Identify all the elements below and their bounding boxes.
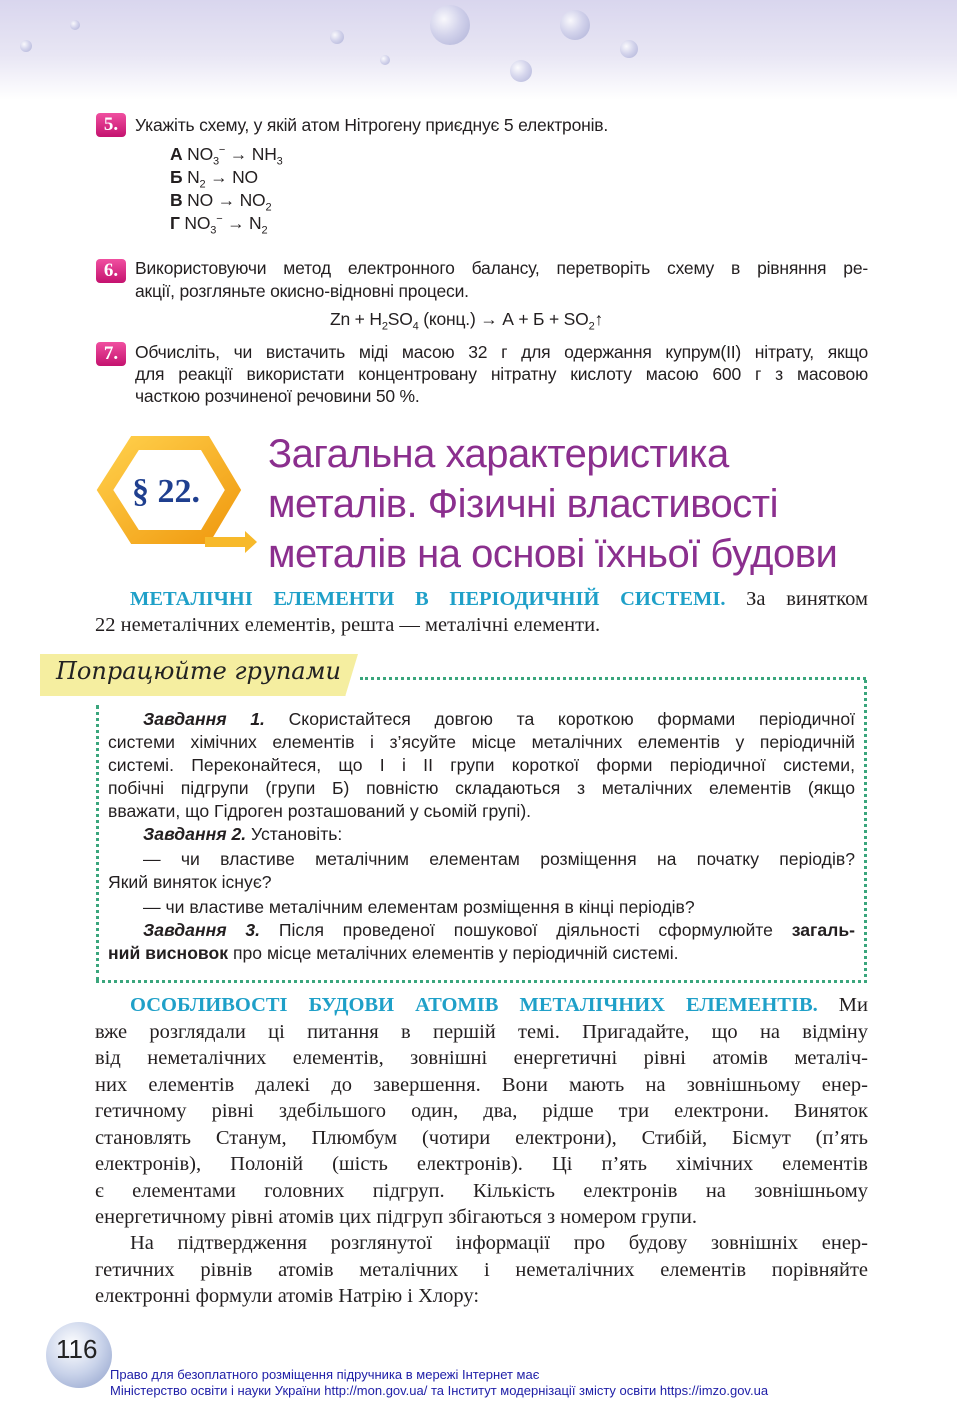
exercise-text: Обчисліть, чи вистачить міді масою 32 г для одержання купрум(ІІ) нітрату, якщо — [135, 342, 868, 362]
exercise-text: Укажіть схему, у якій атом Нітрогену приєднує 5 електронів. — [135, 115, 609, 135]
footer-line: Міністерство освіти і науки України http://mon.gov.ua/ та Інститут модернізації змісту освіти https://imzo.gov.ua — [110, 1383, 769, 1398]
section-number: § 22. — [132, 473, 200, 510]
bubble — [560, 10, 590, 40]
body-line: енергетичному рівні атомів цих підгруп збігаються з номером групи. — [95, 1206, 697, 1228]
task-line: Завдання 1. Скористайтеся довгою та короткою формами періодичної — [143, 709, 855, 729]
intro-line: МЕТАЛІЧНІ ЕЛЕМЕНТИ В ПЕРІОДИЧНІЙ СИСТЕМІ. За винятком — [130, 588, 868, 610]
bubble — [20, 40, 32, 52]
reaction-equation: $Zn + H_2SO_4$ (конц.) → $А + Б + SO_2↑$ — [330, 309, 604, 333]
exercise-badge: 5. — [96, 113, 126, 137]
body-line: ОСОБЛИВОСТІ БУДОВИ АТОМІВ МЕТАЛІЧНИХ ЕЛЕМЕНТІВ. Ми — [130, 994, 868, 1016]
option-v: В NO → $NO_2$ — [170, 190, 272, 214]
body-line: вже розглядали ці питання в першій темі. Пригадайте, що на відміну — [95, 1021, 868, 1043]
task-line: системи хімічних елементів і з’ясуйте місце металічних елементів у періодичній — [108, 732, 855, 752]
bubble — [510, 60, 532, 82]
body-line: гетичному рівні здебільшого один, два, рідше три електрони. Виняток — [95, 1100, 868, 1122]
exercise-badge: 7. — [96, 342, 126, 366]
task-line: Завдання 2. Установіть: — [143, 824, 343, 844]
option-a: А $NO_3^- \to NH_3$ — [170, 144, 283, 168]
task-line: ний висновок про місце металічних елементів у періодичній системі. — [108, 943, 679, 963]
task-line: Який виняток існує? — [108, 872, 272, 892]
header-decoration — [0, 0, 957, 100]
page-number: 116 — [56, 1334, 98, 1364]
subsection-heading: ОСОБЛИВОСТІ БУДОВИ АТОМІВ МЕТАЛІЧНИХ ЕЛЕМЕНТІВ. — [130, 994, 818, 1016]
bubble — [330, 30, 344, 44]
exercise-text: часткою розчиненої речовини 50 %. — [135, 386, 420, 406]
task-line: — чи властиве металічним елементам розміщення на початку періодів? — [143, 849, 855, 869]
group-work-label: Попрацюйте групами — [56, 657, 341, 685]
body-line: електронів), Полоній (шість електронів). Ці п’ять хімічних елементів — [95, 1153, 868, 1175]
exercise-badge: 6. — [96, 259, 126, 283]
task-line: — чи властиве металічним елементам розміщення в кінці періодів? — [143, 897, 695, 917]
body-line: становлять Станум, Плюмбум (чотири електрони), Стибій, Бісмут (п’ять — [95, 1127, 868, 1149]
body-line: від неметалічних елементів, зовнішні енергетичні рівні атомів металіч- — [95, 1047, 868, 1069]
bubble — [380, 55, 390, 65]
body-line: них елементів далекі до завершення. Вони мають на зовнішньому енер- — [95, 1074, 868, 1096]
body-line: електронні формули атомів Натрію і Хлору: — [95, 1285, 480, 1307]
intro-line: 22 неметалічних елементів, решта — металічні елементи. — [95, 614, 601, 636]
task-line: вважати, що Гідроген розташований у сьомій групі). — [108, 801, 532, 821]
option-g: Г $NO_3^- \to N_2$ — [170, 213, 268, 237]
exercise-text: для реакції використати концентровану нітратну кислоту масою 600 г з масовою — [135, 364, 868, 384]
body-line: є елементами головних підгруп. Кількість електронів на зовнішньому — [95, 1180, 868, 1202]
bubble — [620, 40, 638, 58]
body-line: На підтвердження розглянутої інформації про будову зовнішніх енер- — [130, 1232, 868, 1254]
exercise-text: акції, розгляньте окисно-відновні процеси. — [135, 281, 469, 301]
option-b: Б $N_2$ → NO — [170, 167, 258, 191]
subsection-heading: МЕТАЛІЧНІ ЕЛЕМЕНТИ В ПЕРІОДИЧНІЙ СИСТЕМІ. — [130, 588, 726, 610]
exercise-text: Використовуючи метод електронного балансу, перетворіть схему в рівняння ре- — [135, 258, 868, 278]
footer-line: Право для безоплатного розміщення підручника в мережі Інтернет має — [110, 1367, 540, 1382]
body-line: гетичних рівнів атомів металічних і неметалічних елементів порівняйте — [95, 1259, 868, 1281]
task-line: Завдання 3. Після проведеної пошукової діяльності сформулюйте загаль- — [143, 920, 855, 940]
section-title-line: металів на основі їхньої будови — [268, 532, 838, 576]
bubble — [70, 20, 80, 30]
task-line: системі. Переконайтеся, що І і ІІ групи короткої форми періодичної системи, — [108, 755, 855, 775]
section-title-line: металів. Фізичні властивості — [268, 482, 778, 526]
bubble — [430, 5, 470, 45]
task-line: побічні підгрупи (групи Б) повністю складаються з металічних елементів (якщо — [108, 778, 855, 798]
section-title-line: Загальна характеристика — [268, 432, 729, 476]
